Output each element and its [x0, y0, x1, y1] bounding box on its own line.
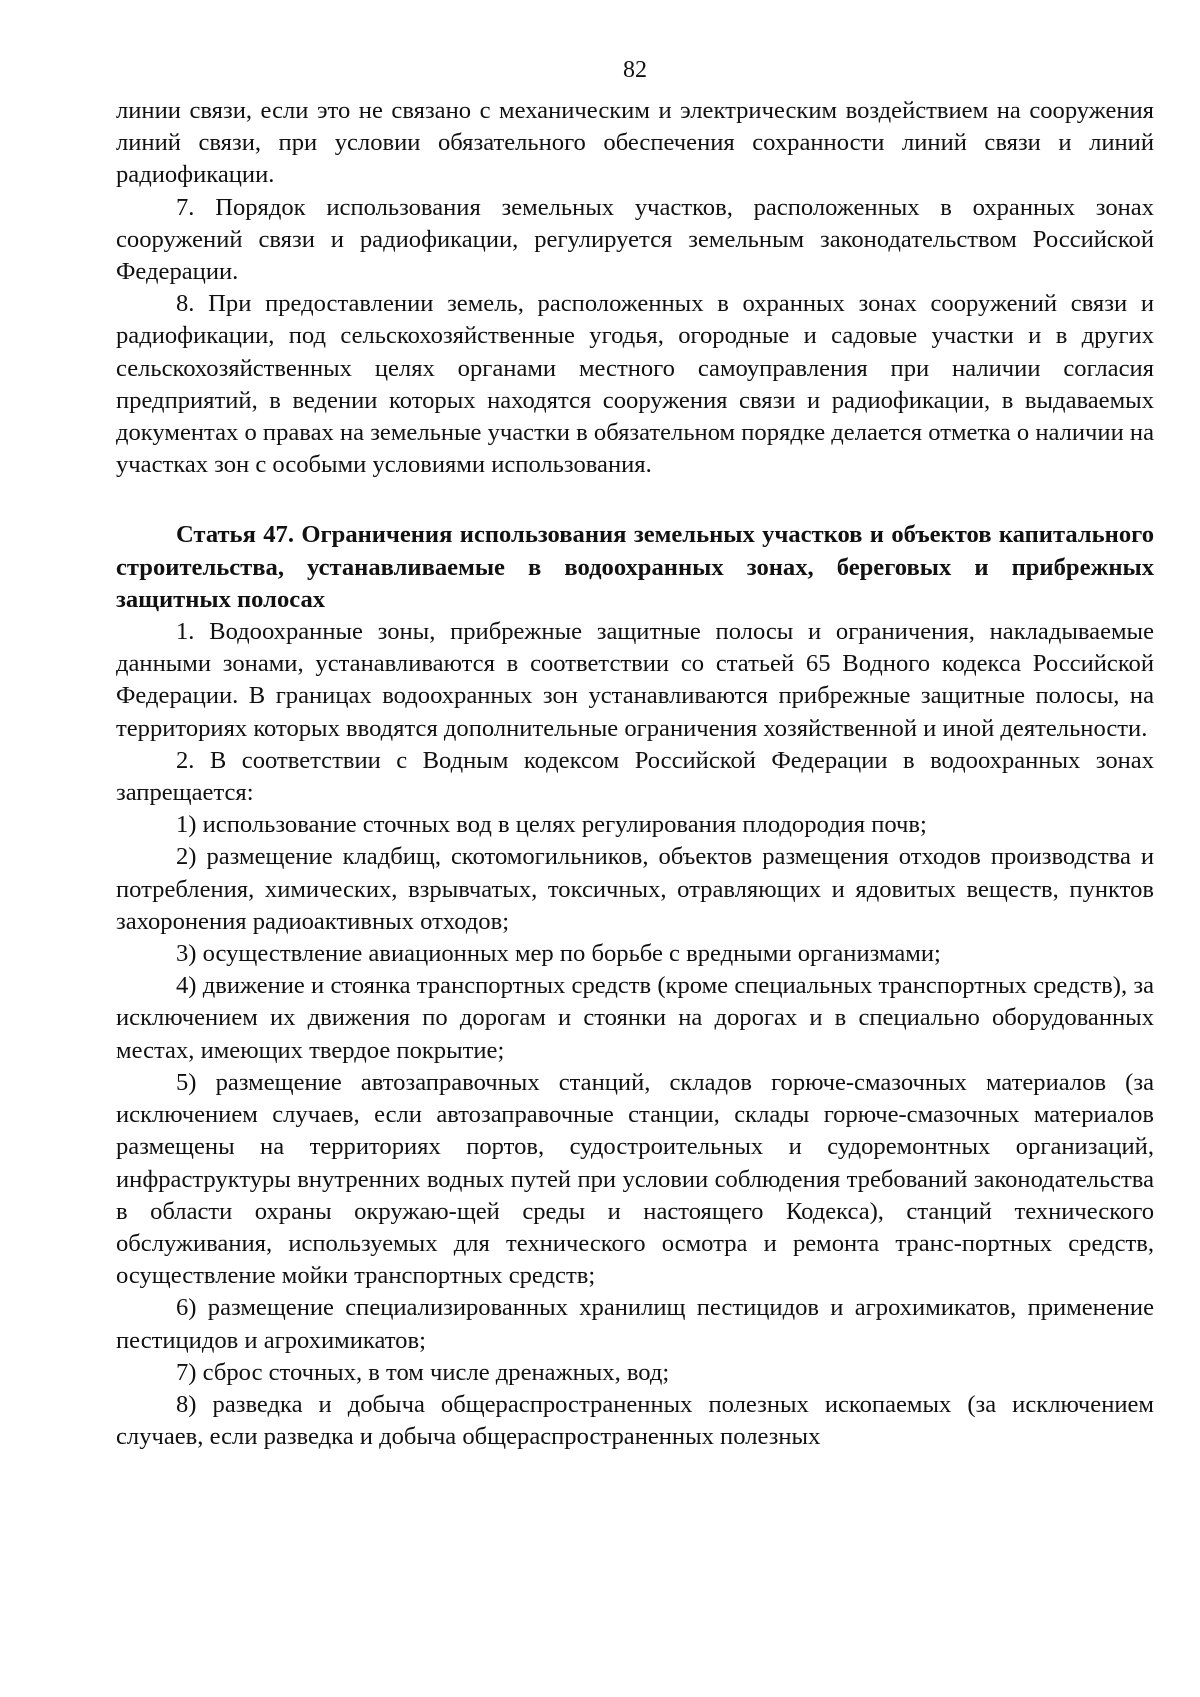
- prohibition-item-5: 5) размещение автозаправочных станций, складов горюче-смазочных материалов (за исключением случаев, если автозаправочные станции, склады горюче-смазочных материалов размещены на территориях портов, судостроительных и судоремонтных организаций, инфраструктуры внутренних водных путей при условии соблюдения требований законодательства в области охраны окружаю-щей среды и настоящего Кодекса), станций технического обслуживания, используемых для технического осмотра и ремонта транс-портных средств, осуществление мойки транспортных средств;: [116, 1068, 1154, 1290]
- prohibition-item-2: 2) размещение кладбищ, скотомогильников, объектов размещения отходов производства и потребления, химических, взрывчатых, токсичных, отравляющих и ядовитых веществ, пунктов захоронения радиоактивных отходов;: [116, 843, 1154, 935]
- clause-46-8: 8. При предоставлении земель, расположенных в охранных зонах сооружений связи и радиофикации, под сельскохозяйственные угодья, огородные и садовые участки и в других сельскохозяйственных целях органами местного самоуправления при наличии согласия предприятий, в ведении которых находятся сооружения связи и радиофикации, в выдаваемых документах о правах на земельные участки в обязательном порядке делается отметка о наличии на участках зон с особыми условиями использования.: [116, 290, 1154, 479]
- page-number: 82: [623, 57, 647, 83]
- document-page: [116, 55, 1154, 1453]
- prohibition-item-6: 6) размещение специализированных хранилищ пестицидов и агрохимикатов, применение пестицидов и агрохимикатов;: [116, 1294, 1154, 1354]
- article-47-clause-1: 1. Водоохранные зоны, прибрежные защитные полосы и ограничения, накладываемые данными зонами, устанавливаются в соответствии со статьей 65 Водного кодекса Российской Федерации. В границах водоохранных зон устанавливаются прибрежные защитные полосы, на территориях которых вводятся дополнительные ограничения хозяйственной и иной деятельности.: [116, 618, 1154, 742]
- prohibition-item-1: 1) использование сточных вод в целях регулирования плодородия почв;: [176, 811, 927, 839]
- clause-46-7: 7. Порядок использования земельных участков, расположенных в охранных зонах сооружений связи и радиофикации, регулируется земельным законодательством Российской Федерации.: [116, 193, 1154, 286]
- prohibition-item-4: 4) движение и стоянка транспортных средств (кроме специальных транспортных средств), за исключением их движения по дорогам и стоянки на дорогах и в специально оборудованных местах, имеющих твердое покрытие;: [116, 972, 1154, 1064]
- article-47-heading: Статья 47. Ограничения использования земельных участков и объектов капитального строительства, устанавливаемые в водоохранных зонах, береговых и прибрежных защитных полосах: [116, 521, 1154, 613]
- prohibition-item-7: 7) сброс сточных, в том числе дренажных, вод;: [176, 1358, 670, 1386]
- prohibition-item-3: 3) осуществление авиационных мер по борьбе с вредными организмами;: [176, 940, 941, 968]
- prohibition-item-8: 8) разведка и добыча общераспространенных полезных ископаемых (за исключением случаев, если разведка и добыча общераспространенных полезных: [116, 1390, 1154, 1451]
- article-47-clause-2: 2. В соответствии с Водным кодексом Российской Федерации в водоохранных зонах запрещается:: [116, 746, 1154, 807]
- continuation-paragraph: линии связи, если это не связано с механическим и электрическим воздействием на сооружения линий связи, при условии обязательного обеспечения сохранности линий связи и линий радиофикации.: [116, 97, 1154, 189]
